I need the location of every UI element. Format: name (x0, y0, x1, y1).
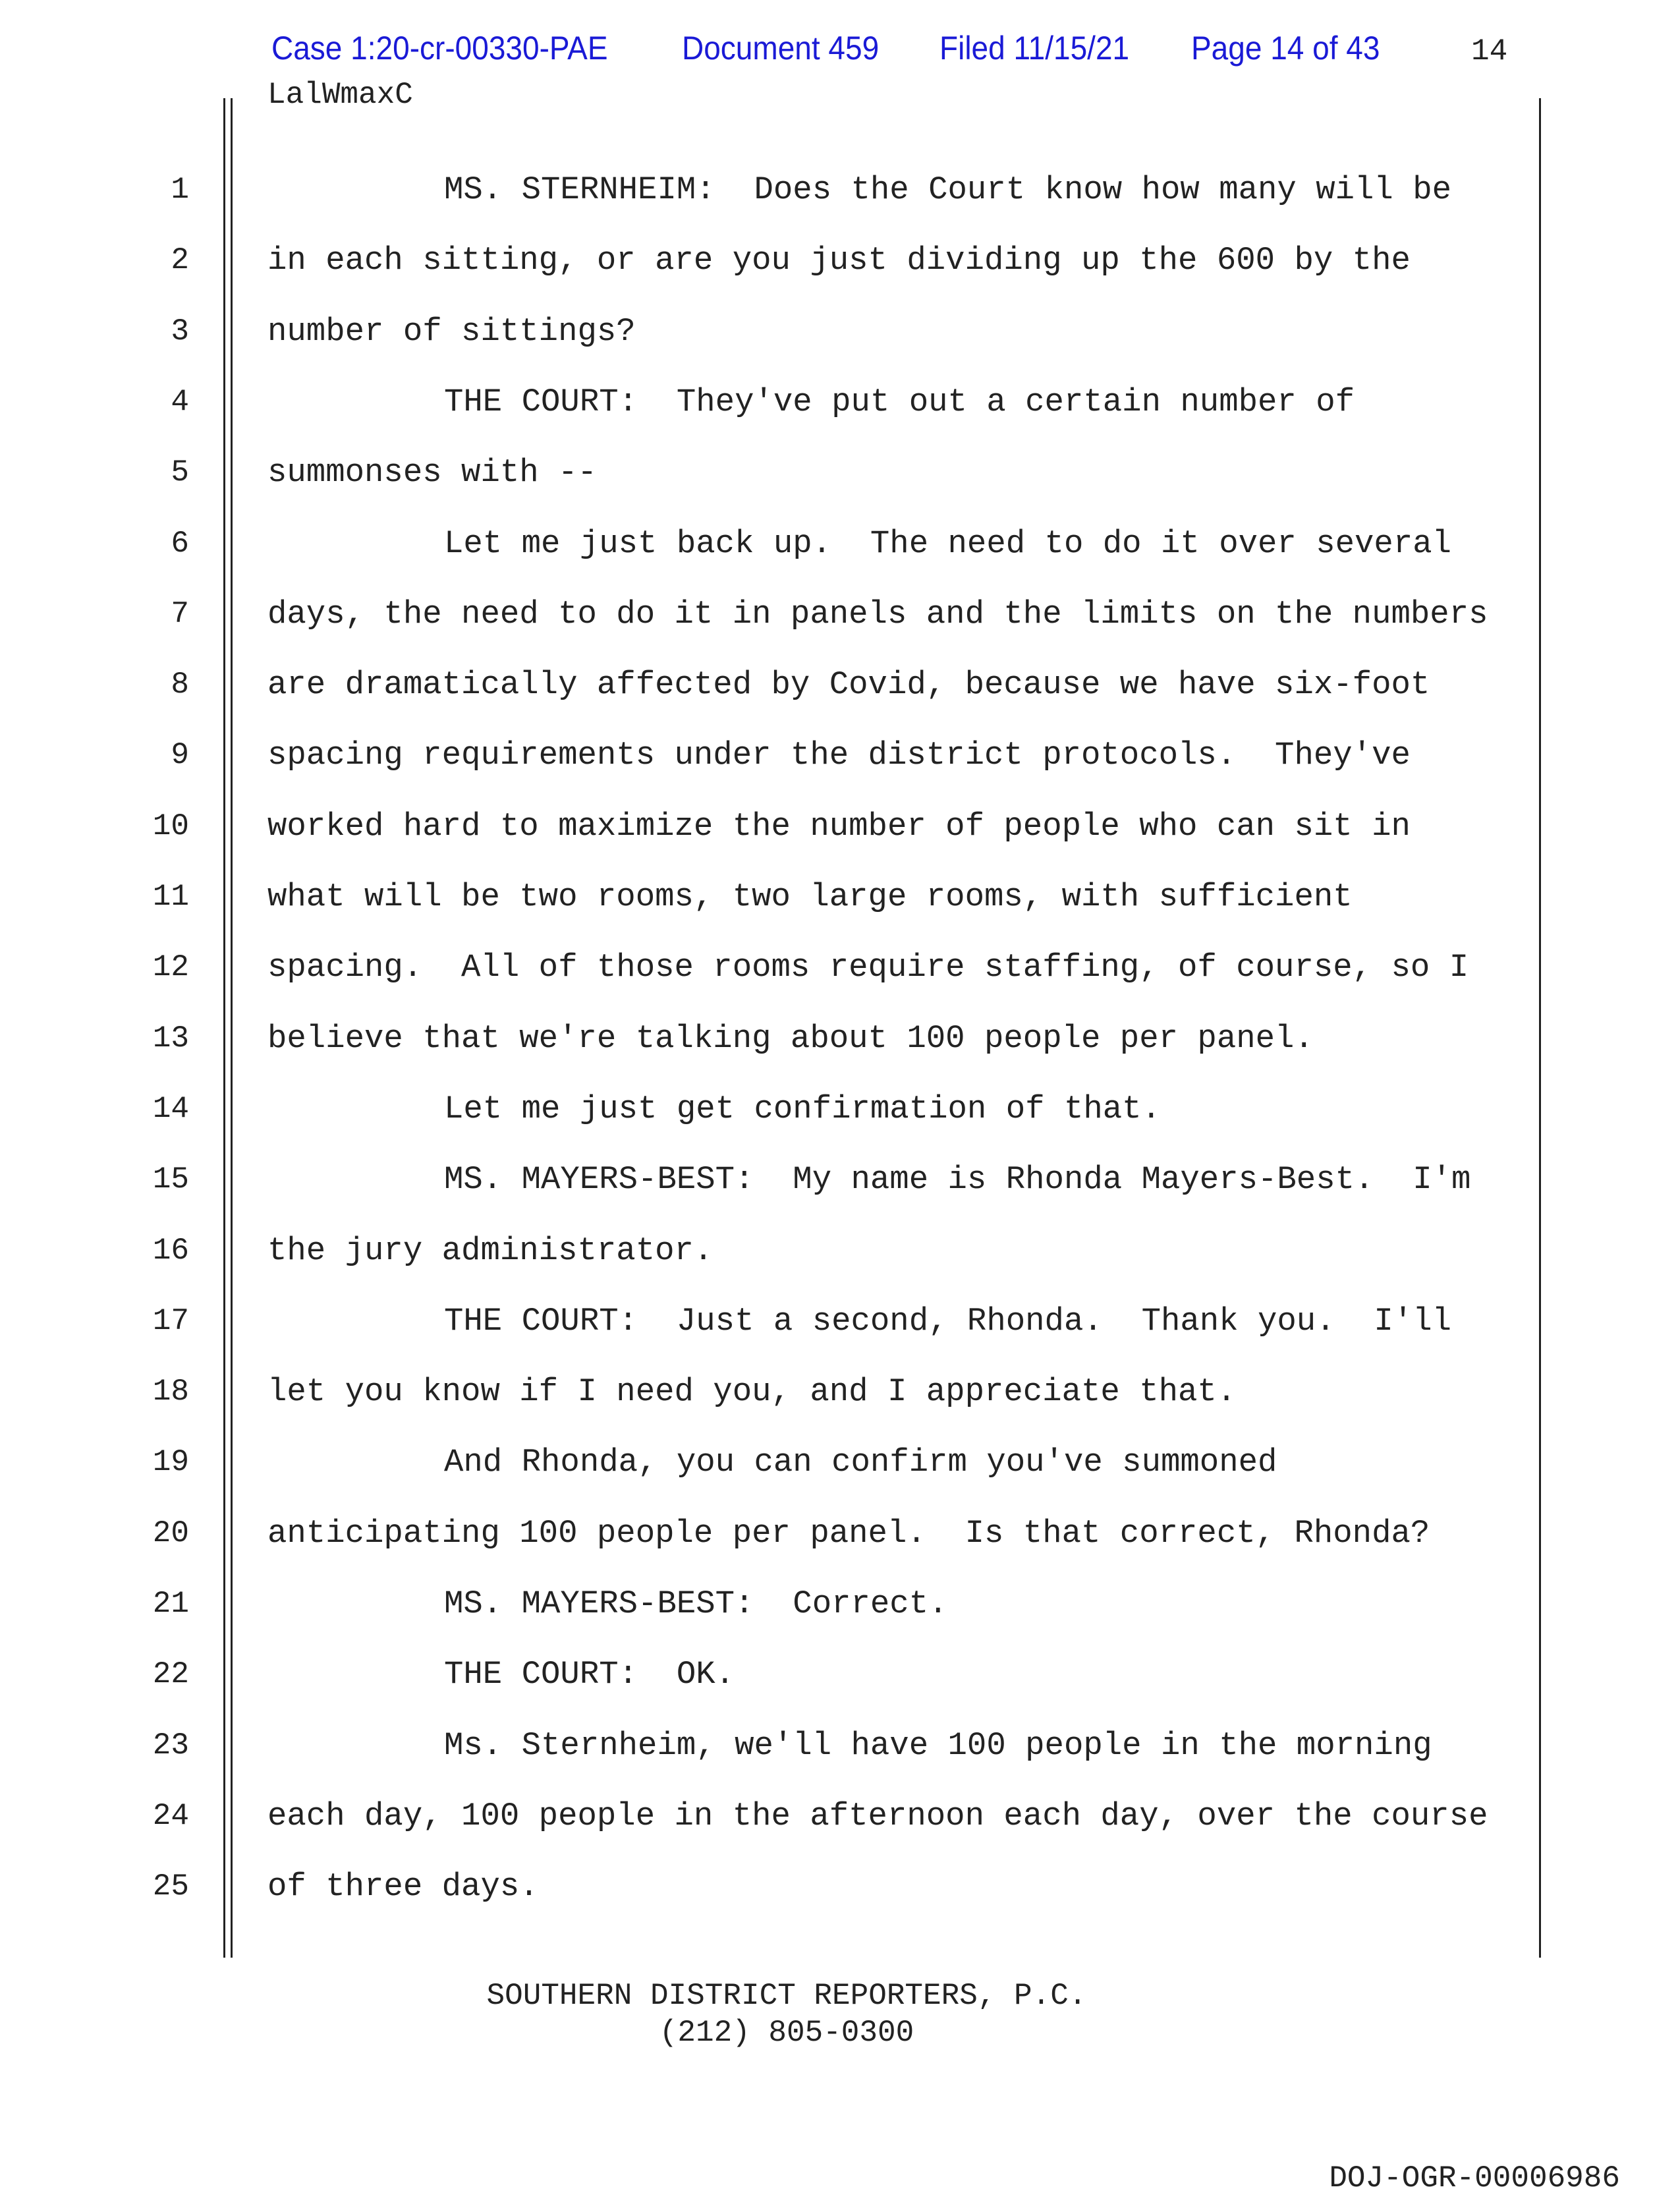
line-number: 23 (152, 1728, 189, 1763)
line-number: 22 (152, 1657, 189, 1692)
line-number: 5 (171, 455, 189, 490)
line-number: 9 (171, 738, 189, 773)
line-number: 12 (152, 950, 189, 985)
transcript-line: days, the need to do it in panels and the limits on the numbers (267, 595, 1488, 633)
line-number: 7 (171, 596, 189, 631)
transcript-line: spacing requirements under the district protocols. They've (267, 737, 1411, 774)
transcript-line: THE COURT: Just a second, Rhonda. Thank you. I'll (444, 1302, 1452, 1340)
left-margin-line-inner (231, 98, 233, 1958)
line-number: 24 (152, 1798, 189, 1833)
line-number: 3 (171, 314, 189, 349)
document-number: Document 459 (682, 30, 880, 67)
transcript-line: MS. MAYERS-BEST: Correct. (444, 1585, 948, 1622)
line-number: 13 (152, 1021, 189, 1056)
reporter-phone: (212) 805-0300 (659, 2016, 914, 2050)
line-number: 16 (152, 1233, 189, 1268)
line-number: 10 (152, 808, 189, 843)
transcript-line: Let me just get confirmation of that. (444, 1090, 1161, 1127)
line-number: 2 (171, 243, 189, 278)
transcript-line: what will be two rooms, two large rooms, with sufficient (267, 878, 1353, 915)
transcript-line: Ms. Sternheim, we'll have 100 people in the morning (444, 1726, 1432, 1764)
case-number: Case 1:20-cr-00330-PAE (271, 30, 608, 67)
line-number: 14 (152, 1091, 189, 1126)
transcript-line: MS. MAYERS-BEST: My name is Rhonda Mayers-Best. I'm (444, 1161, 1471, 1199)
transcript-line: are dramatically affected by Covid, because we have six-foot (267, 666, 1430, 704)
line-number: 6 (171, 526, 189, 561)
transcript-line: let you know if I need you, and I appreciate that. (267, 1373, 1237, 1411)
transcript-line: the jury administrator. (267, 1232, 714, 1269)
transcript-line: MS. STERNHEIM: Does the Court know how many will be (444, 171, 1452, 208)
left-margin-line (223, 98, 225, 1958)
transcript-line: THE COURT: OK. (444, 1656, 735, 1693)
right-margin-line (1539, 98, 1541, 1958)
line-number: 20 (152, 1516, 189, 1550)
transcript-line: anticipating 100 people per panel. Is that correct, Rhonda? (267, 1514, 1430, 1552)
transcript-line: of three days. (267, 1868, 539, 1906)
page-indicator: Page 14 of 43 (1191, 30, 1380, 67)
transcript-line: And Rhonda, you can confirm you've summoned (444, 1444, 1277, 1481)
transcript-line: Let me just back up. The need to do it over several (444, 525, 1452, 562)
transcript-line: number of sittings? (267, 312, 636, 350)
bates-number: DOJ-OGR-00006986 (1329, 2161, 1620, 2196)
line-number: 25 (152, 1869, 189, 1904)
line-number: 19 (152, 1445, 189, 1480)
filed-date: Filed 11/15/21 (939, 30, 1130, 67)
transcript-code: LalWmaxC (267, 78, 413, 112)
line-number: 18 (152, 1375, 189, 1409)
line-number: 4 (171, 384, 189, 419)
line-number: 11 (152, 880, 189, 914)
line-number: 8 (171, 667, 189, 702)
line-number: 15 (152, 1162, 189, 1197)
transcript-line: in each sitting, or are you just dividing up the 600 by the (267, 242, 1411, 279)
transcript-line: worked hard to maximize the number of people who can sit in (267, 807, 1411, 845)
line-number: 21 (152, 1587, 189, 1621)
transcript-line: each day, 100 people in the afternoon each day, over the course (267, 1797, 1488, 1834)
line-number: 17 (152, 1303, 189, 1338)
transcript-page-number: 14 (1471, 34, 1508, 69)
transcript-line: believe that we're talking about 100 people per panel. (267, 1019, 1314, 1057)
reporter-name: SOUTHERN DISTRICT REPORTERS, P.C. (486, 1979, 1087, 2013)
transcript-line: spacing. All of those rooms require staffing, of course, so I (267, 949, 1469, 986)
transcript-line: summonses with -- (267, 454, 597, 492)
transcript-line: THE COURT: They've put out a certain number of (444, 383, 1355, 420)
line-number: 1 (171, 173, 189, 207)
